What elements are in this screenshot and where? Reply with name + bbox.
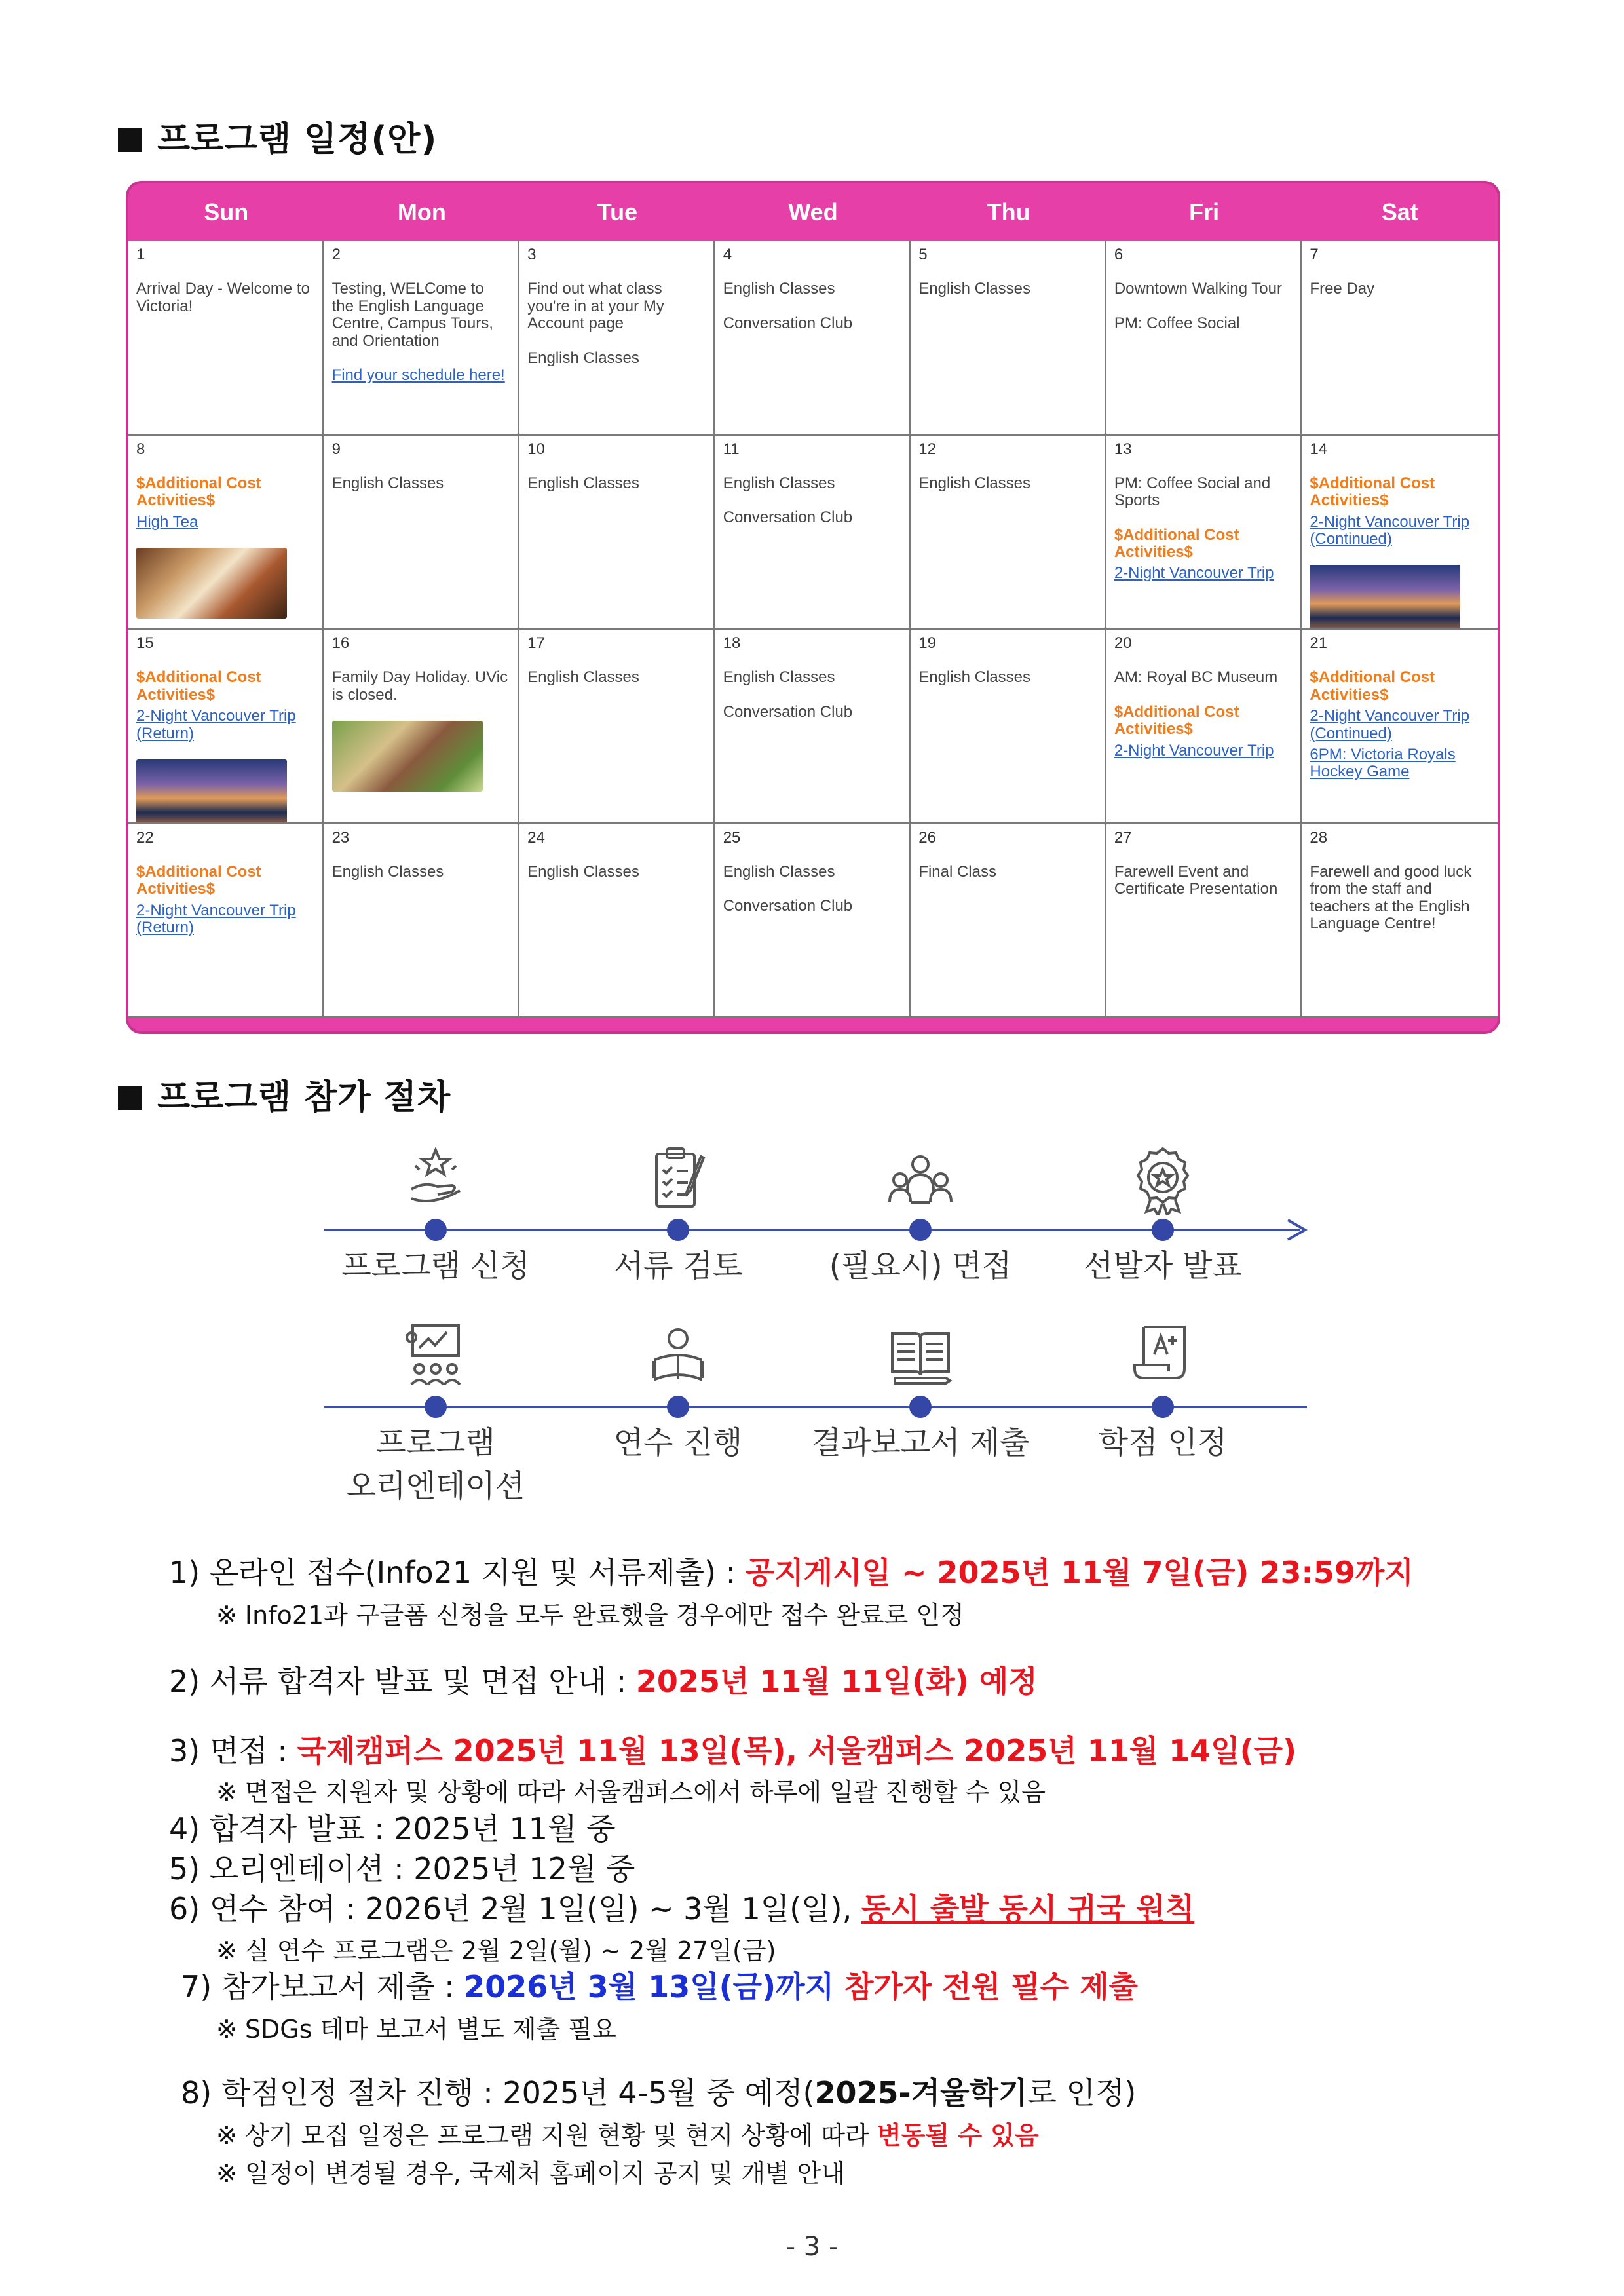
day-number: 26: [918, 828, 936, 847]
day-number: 3: [527, 246, 537, 263]
step-label: 프로그램 신청: [341, 1248, 530, 1284]
event-text: Conversation Club: [723, 897, 853, 915]
event-text: Testing, WELCome to the English Language Centre, Campus Tours, and Orientation: [331, 280, 493, 350]
event-text: English Classes: [331, 474, 444, 492]
event-text: English Classes: [918, 474, 1031, 492]
step-1: 1) 온라인 접수(Info21 지원 및 서류제출) : 공지게시일 ~ 2025년 11월 7일(금) 23:59까지: [169, 1555, 1414, 1590]
event-text: Free Day: [1310, 280, 1375, 298]
calendar-day-cell: [911, 436, 1106, 630]
calendar-day-cell: [1302, 241, 1498, 436]
event-photo: [136, 548, 287, 619]
weekday-label: Wed: [788, 199, 838, 225]
timeline-dot: [909, 1396, 932, 1418]
event-link[interactable]: 2-Night Vancouver Trip (Continued): [1310, 707, 1470, 742]
calendar-day-cell: [128, 824, 324, 1019]
additional-cost-label: $Additional Cost Activities$: [1114, 526, 1239, 562]
weekday-label: Sun: [204, 199, 249, 225]
calendar-day-cell: [519, 630, 715, 824]
calendar-day-cell: [1302, 630, 1498, 824]
presentation-icon: [400, 1320, 472, 1392]
calendar-day-cell: [1302, 824, 1498, 1019]
open-book-icon: [884, 1320, 956, 1392]
page-number: - 3 -: [785, 2232, 839, 2262]
weekday-label: Tue: [597, 199, 638, 225]
event-text: English Classes: [723, 474, 835, 492]
timeline-dot: [667, 1219, 689, 1241]
event-link[interactable]: 2-Night Vancouver Trip (Continued): [1310, 512, 1470, 548]
event-text: Final Class: [918, 862, 996, 881]
day-number: 21: [1310, 634, 1328, 652]
step-4: 4) 합격자 발표 : 2025년 11월 중: [169, 1811, 616, 1846]
reading-person-icon: [642, 1320, 714, 1392]
event-link[interactable]: 2-Night Vancouver Trip (Return): [136, 707, 296, 742]
calendar-day-cell: [324, 824, 520, 1019]
day-number: 20: [1114, 634, 1132, 652]
step-label: 선발자 발표: [1084, 1248, 1242, 1284]
event-text: Downtown Walking Tour: [1114, 280, 1282, 298]
additional-cost-label: $Additional Cost Activities$: [136, 862, 261, 898]
day-number: 4: [723, 246, 732, 263]
calendar-day-cell: [911, 824, 1106, 1019]
event-text: AM: Royal BC Museum: [1114, 668, 1278, 687]
award-badge-icon: [1127, 1143, 1199, 1215]
day-number: 28: [1310, 828, 1328, 847]
calendar-day-cell: [1302, 436, 1498, 630]
calendar-day-cell: [128, 436, 324, 630]
event-text: English Classes: [527, 862, 639, 881]
calendar-day-cell: [519, 824, 715, 1019]
step-3-note: ※ 면접은 지원자 및 상황에 따라 서울캠퍼스에서 하루에 일괄 진행할 수 있음: [216, 1778, 1046, 1807]
calendar-day-cell: [324, 630, 520, 824]
step-label: (필요시) 면접: [829, 1248, 1012, 1284]
day-number: 7: [1310, 246, 1319, 263]
timeline-dot: [909, 1219, 932, 1241]
day-number: 19: [918, 634, 936, 652]
additional-cost-label: $Additional Cost Activities$: [1114, 702, 1239, 738]
event-text: English Classes: [723, 668, 835, 687]
event-link[interactable]: 2-Night Vancouver Trip: [1114, 741, 1274, 759]
procedure-heading: 프로그램 참가 절차: [118, 1069, 451, 1119]
event-text: Arrival Day - Welcome to Victoria!: [136, 280, 310, 315]
event-link[interactable]: Find your schedule here!: [331, 366, 505, 384]
day-number: 23: [331, 828, 350, 847]
event-text: Farewell Event and Certificate Presentation: [1114, 862, 1278, 898]
day-number: 18: [723, 634, 741, 652]
event-text: English Classes: [723, 280, 835, 298]
checklist-icon: [642, 1143, 714, 1215]
step-7: 7) 참가보고서 제출 : 2026년 3월 13일(금)까지 참가자 전원 필수 제출: [181, 1969, 1138, 2004]
weekday-label: Thu: [987, 199, 1030, 225]
event-link[interactable]: 2-Night Vancouver Trip (Return): [136, 901, 296, 937]
step-6: 6) 연수 참여 : 2026년 2월 1일(일) ~ 3월 1일(일), 동시 출발 동시 귀국 원칙: [169, 1891, 1195, 1926]
step-5: 5) 오리엔테이션 : 2025년 12월 중: [169, 1851, 635, 1886]
event-photo: [136, 759, 287, 824]
calendar-day-cell: [911, 630, 1106, 824]
step-label: 프로그램 오리엔테이션: [346, 1425, 525, 1504]
calendar-day-cell: [128, 630, 324, 824]
day-number: 22: [136, 828, 154, 847]
event-text: English Classes: [918, 280, 1031, 298]
event-text: English Classes: [527, 668, 639, 687]
calendar-day-cell: [911, 241, 1106, 436]
event-text: Farewell and good luck from the staff and teachers at the English Language Centre!: [1310, 862, 1472, 933]
step-8-note-2: ※ 일정이 변경될 경우, 국제처 홈페이지 공지 및 개별 안내: [216, 2159, 846, 2188]
day-number: 11: [723, 440, 740, 458]
step-8-note-1: ※ 상기 모집 일정은 프로그램 지원 현황 및 현지 상황에 따라 변동될 수 있음: [216, 2121, 1039, 2150]
day-number: 5: [918, 246, 928, 263]
day-number: 9: [331, 440, 341, 458]
day-number: 24: [527, 828, 545, 847]
calendar-day-cell: [324, 241, 520, 436]
day-number: 25: [723, 828, 741, 847]
calendar-weekday-header: [128, 183, 1498, 241]
event-text: PM: Coffee Social and Sports: [1114, 474, 1271, 510]
day-number: 13: [1114, 440, 1132, 458]
calendar-day-cell: [715, 824, 911, 1019]
calendar-day-cell: [324, 436, 520, 630]
weekday-label: Mon: [397, 199, 446, 225]
step-6-note: ※ 실 연수 프로그램은 2월 2일(월) ~ 2월 27일(금): [216, 1936, 776, 1965]
timeline-dot: [1152, 1219, 1174, 1241]
event-text: Find out what class you're in at your My Account page: [527, 280, 664, 333]
step-label: 서류 검토: [613, 1248, 743, 1284]
calendar-day-cell: [519, 436, 715, 630]
calendar-day-cell: [715, 630, 911, 824]
step-label: 결과보고서 제출: [811, 1425, 1030, 1461]
day-number: 14: [1310, 440, 1328, 458]
event-text: English Classes: [527, 474, 639, 492]
calendar-day-cell: [519, 241, 715, 436]
program-calendar: [126, 181, 1500, 1034]
day-number: 6: [1114, 246, 1124, 263]
event-text: English Classes: [723, 862, 835, 881]
event-link[interactable]: High Tea: [136, 512, 198, 531]
weekday-label: Sat: [1381, 199, 1418, 225]
group-interview-icon: [884, 1143, 956, 1215]
schedule-heading: 프로그램 일정(안): [118, 111, 437, 161]
calendar-day-cell: [715, 436, 911, 630]
additional-cost-label: $Additional Cost Activities$: [1310, 668, 1435, 704]
arrow-right-icon: [1284, 1217, 1310, 1242]
square-bullet-icon: [118, 128, 142, 152]
day-number: 10: [527, 440, 545, 458]
day-number: 12: [918, 440, 936, 458]
event-text: English Classes: [918, 668, 1031, 687]
step-8: 8) 학점인정 절차 진행 : 2025년 4-5월 중 예정(2025-겨울학기로 인정): [181, 2075, 1137, 2111]
day-number: 8: [136, 440, 145, 458]
event-text: Conversation Club: [723, 508, 853, 527]
step-1-note: ※ Info21과 구글폼 신청을 모두 완료했을 경우에만 접수 완료로 인정: [216, 1601, 964, 1630]
event-link[interactable]: 2-Night Vancouver Trip: [1114, 564, 1274, 583]
hand-star-icon: [400, 1143, 472, 1215]
event-text: Conversation Club: [723, 314, 853, 332]
timeline-dot: [1152, 1396, 1174, 1418]
event-link[interactable]: 6PM: Victoria Royals Hockey Game: [1310, 745, 1456, 781]
additional-cost-label: $Additional Cost Activities$: [136, 668, 261, 704]
additional-cost-label: $Additional Cost Activities$: [1310, 474, 1435, 510]
weekday-label: Fri: [1189, 199, 1220, 225]
day-number: 16: [331, 634, 350, 652]
timeline-dot: [667, 1396, 689, 1418]
grade-paper-icon: [1127, 1320, 1199, 1392]
calendar-day-cell: [1106, 436, 1302, 630]
event-photo: [1310, 565, 1460, 630]
calendar-day-cell: [715, 241, 911, 436]
step-3: 3) 면접 : 국제캠퍼스 2025년 11월 13일(목), 서울캠퍼스 2025년 11월 14일(금): [169, 1733, 1297, 1769]
day-number: 1: [136, 246, 145, 263]
event-photo: [332, 721, 483, 792]
calendar-day-cell: [1106, 630, 1302, 824]
event-text: Conversation Club: [723, 702, 853, 721]
day-number: 2: [331, 246, 341, 263]
event-text: Family Day Holiday. UVic is closed.: [331, 668, 508, 704]
calendar-day-cell: [1106, 241, 1302, 436]
step-label: 학점 인정: [1098, 1425, 1228, 1461]
step-label: 연수 진행: [613, 1425, 743, 1461]
day-number: 17: [527, 634, 545, 652]
timeline-dot: [425, 1396, 447, 1418]
event-text: English Classes: [331, 862, 444, 881]
step-7-note: ※ SDGs 테마 보고서 별도 제출 필요: [216, 2015, 616, 2044]
calendar-day-cell: [128, 241, 324, 436]
day-number: 27: [1114, 828, 1132, 847]
day-number: 15: [136, 634, 154, 652]
additional-cost-label: $Additional Cost Activities$: [136, 474, 261, 510]
timeline-dot: [425, 1219, 447, 1241]
calendar-grid: [128, 241, 1498, 1018]
square-bullet-icon: [118, 1086, 142, 1110]
step-2: 2) 서류 합격자 발표 및 면접 안내 : 2025년 11월 11일(화) 예정: [169, 1664, 1038, 1699]
calendar-day-cell: [1106, 824, 1302, 1019]
event-text: English Classes: [527, 349, 639, 367]
event-text: PM: Coffee Social: [1114, 314, 1240, 332]
